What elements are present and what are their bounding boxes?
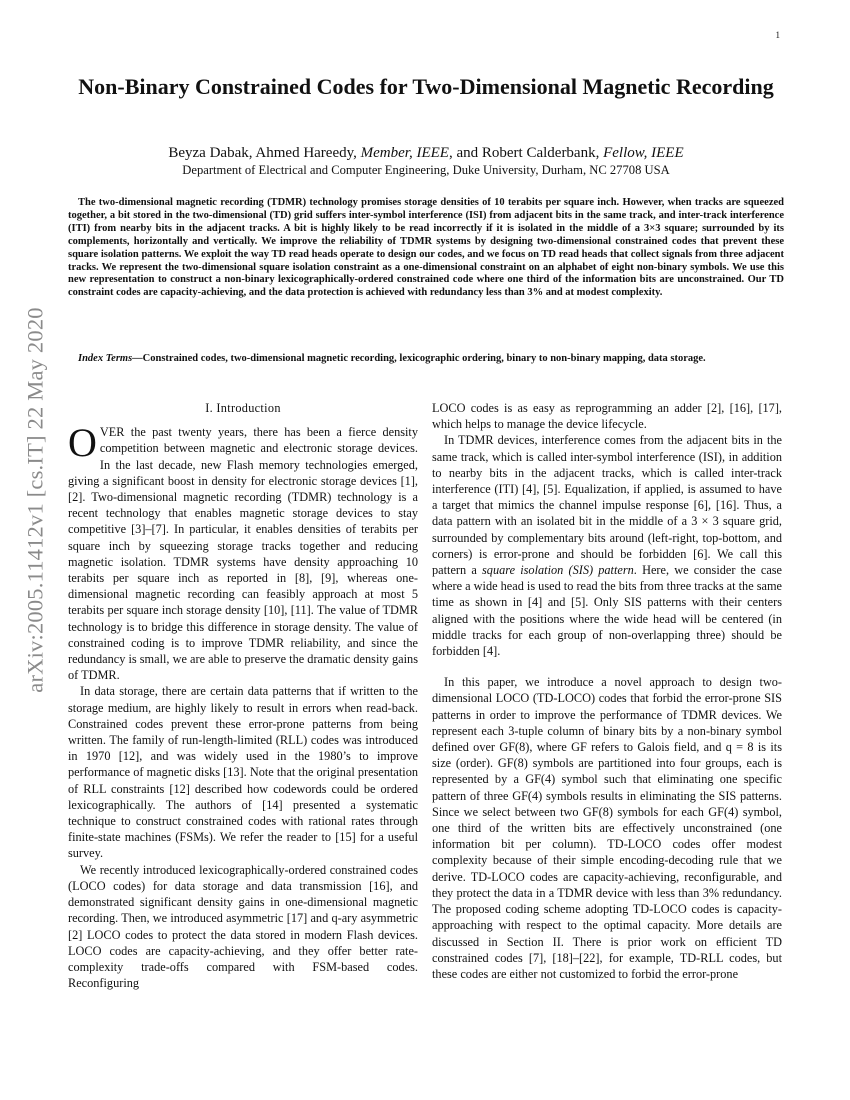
authors-part-1: Beyza Dabak, Ahmed Hareedy, <box>168 145 361 161</box>
drop-cap: O <box>68 420 97 466</box>
right-paragraph-1: LOCO codes is as easy as reprogramming an adder [2], [16], [17], which helps to manage the device lifecycle. <box>432 401 782 432</box>
affiliation: Department of Electrical and Computer Engineering, Duke University, Durham, NC 27708 USA <box>182 163 670 177</box>
sis-pattern-term: square isolation (SIS) pattern <box>482 563 634 578</box>
page-number: 1 <box>775 30 780 40</box>
intro-paragraph-2: In data storage, there are certain data patterns that if written to the storage medium, are highly likely to result in errors when read-back. Constrained codes prevent these error-prone patterns from being written. The family of run-length-limited (RLL) codes was introduced in 1970 [12], and was widely used in the 1980’s to improve performance of magnetic disks [13]. Note that the original presentation of RLL constraints [12] described how codewords could be ordered lexicographically. The authors of [14] presented a systematic technique to construct constrained codes with rational rates through finite-state machines (FSMs). We refer the reader to [15] for a useful survey. <box>68 684 418 861</box>
index-terms <box>68 353 784 366</box>
left-column <box>68 400 418 991</box>
arxiv-stamp-text: arXiv:2005.11412v1 [cs.IT] 22 May 2020 <box>23 307 49 693</box>
arxiv-identifier-stamp <box>6 295 66 705</box>
author-list <box>70 144 782 162</box>
right-column <box>432 400 782 982</box>
authors-part-2: , and Robert Calderbank, <box>448 145 604 161</box>
author-role-2: Fellow, IEEE <box>603 145 684 161</box>
index-terms-label: Index Terms <box>78 353 133 364</box>
right-paragraph-2 <box>432 432 782 659</box>
author-role-1: Member, IEEE <box>360 145 449 161</box>
intro-paragraph-1 <box>68 420 418 683</box>
abstract: The two-dimensional magnetic recording (TDMR) technology promises storage densities of 10 terabits per square inch. However, when tracks are squeezed together, a bit stored in the two-dimensional (TD) grid suffers inter-symbol interference (ISI) from adjacent bits in the same track, and inter-track interference (ITI) from nearby bits in the adjacent tracks. A bit is highly likely to be read incorrectly if it is isolated in the middle of a 3×3 square; surrounded by its complements, horizontally and vertically. We improve the reliability of TDMR systems by designing two-dimensional constrained codes that prevent these square isolation patterns. We exploit the way TD read heads operate to design our codes, and we focus on TD read heads that collect signals from three adjacent tracks. We represent the two-dimensional square isolation constraint as a one-dimensional constraint on an alphabet of eight non-binary symbols. We use this new representation to construct a non-binary lexicographically-ordered constrained code where one third of the information bits are unconstrained. Our TD constraint codes are capacity-achieving, and the data protection is achieved with redundancy less than 3% and at modest complexity. <box>68 197 784 299</box>
section-heading-introduction: I. Introduction <box>205 401 281 415</box>
intro-paragraph-3: We recently introduced lexicographically-ordered constrained codes (LOCO codes) for data storage and data transmission [16], and demonstrated significant density gains in one-dimensional magnetic recording. Then, we introduced asymmetric [17] and q-ary asymmetric [2] LOCO codes to protect the data stored in modern Flash devices. LOCO codes are capacity-achieving, and they offer better rate-complexity trade-offs compared with FSM-based codes. Reconfiguring <box>68 862 418 991</box>
right-paragraph-2-a: In TDMR devices, interference comes from the adjacent bits in the same track, which is called inter-symbol interference (ISI), in addition to nearby bits in the adjacent tracks, which is called inter-track interference (ITI) [4], [5]. Equalization, if applied, is assumed to have a target that mimics the channel impulse response [6], [16]. Thus, a data pattern with an isolated bit in the middle of a 3 × 3 square grid, surrounded by complementary bits around (left-right, top-bottom, and corners) is error-prone and should be forbidden [6]. We call this pattern a <box>432 433 782 578</box>
right-paragraph-3: In this paper, we introduce a novel approach to design two-dimensional LOCO (TD-LOCO) codes that forbid the error-prone SIS patterns in order to improve the performance of TDMR devices. We represent each 3-tuple column of binary bits by a non-binary symbol defined over GF(8), where GF refers to Galois field, and q = 8 is its size (order). GF(8) symbols are partitioned into four groups, each is represented by a GF(4) symbol such that eliminating one specific pattern of three GF(4) symbols results in eliminating the SIS patterns. Since we select between two GF(8) symbols for each GF(4) symbol, one third of the written bits are effectively unconstrained (one information bit per column). TD-LOCO codes offer modest complexity because of their simple encoding-decoding rule that we derive. TD-LOCO codes are capacity-achieving, reconfigurable, and they protect the data in a TDMR device with less than 3% redundancy. The proposed coding scheme adopting TD-LOCO codes is capacity-approaching with respect to the optimal capacity. More details are discussed in Section II. There is prior work on efficient TD constrained codes [7], [18]–[22], for example, TD-RLL codes, but these codes are either not customized to forbid the error-prone <box>432 675 782 981</box>
paper-title: Non-Binary Constrained Codes for Two-Dimensional Magnetic Recording <box>78 74 774 99</box>
intro-paragraph-1-text: VER the past twenty years, there has been a fierce density competition between magnetic and electronic storage devices. In the last decade, new Flash memory technologies emerged, giving a significant boost in density for electronic storage devices [1], [2]. Two-dimensional magnetic recording (TDMR) technology is a recent technology that enables magnetic storage devices to stay competitive [3]–[7]. In particular, it enables densities of terabits per square inch by squeezing storage tracks together and reducing magnetic isolation. TDMR systems have density approaching 10 terabits per square inch as reported in [8], [9], whereas one-dimensional magnetic recording can feasibly approach at most 5 terabits per square inch storage density [10], [11]. The value of TDMR technology is to bridge this difference in storage density. The value of constrained coding is to improve TDMR reliability, and since the redundancy is small, we are able to preserve the dramatic density gains of TDMR. <box>68 425 418 683</box>
index-terms-text: —Constrained codes, two-dimensional magnetic recording, lexicographic ordering, binary to non-binary mapping, data storage. <box>132 353 706 364</box>
right-paragraph-2-b: . Here, we consider the case where a wide head is used to read the bits from three tracks at the same time as shown in [4] and [5]. Only SIS patterns with their centers aligned with the positions where the wide head will be centered (in middle tracks for each group of non-overlapping three) should be forbidden [4]. <box>432 563 783 659</box>
